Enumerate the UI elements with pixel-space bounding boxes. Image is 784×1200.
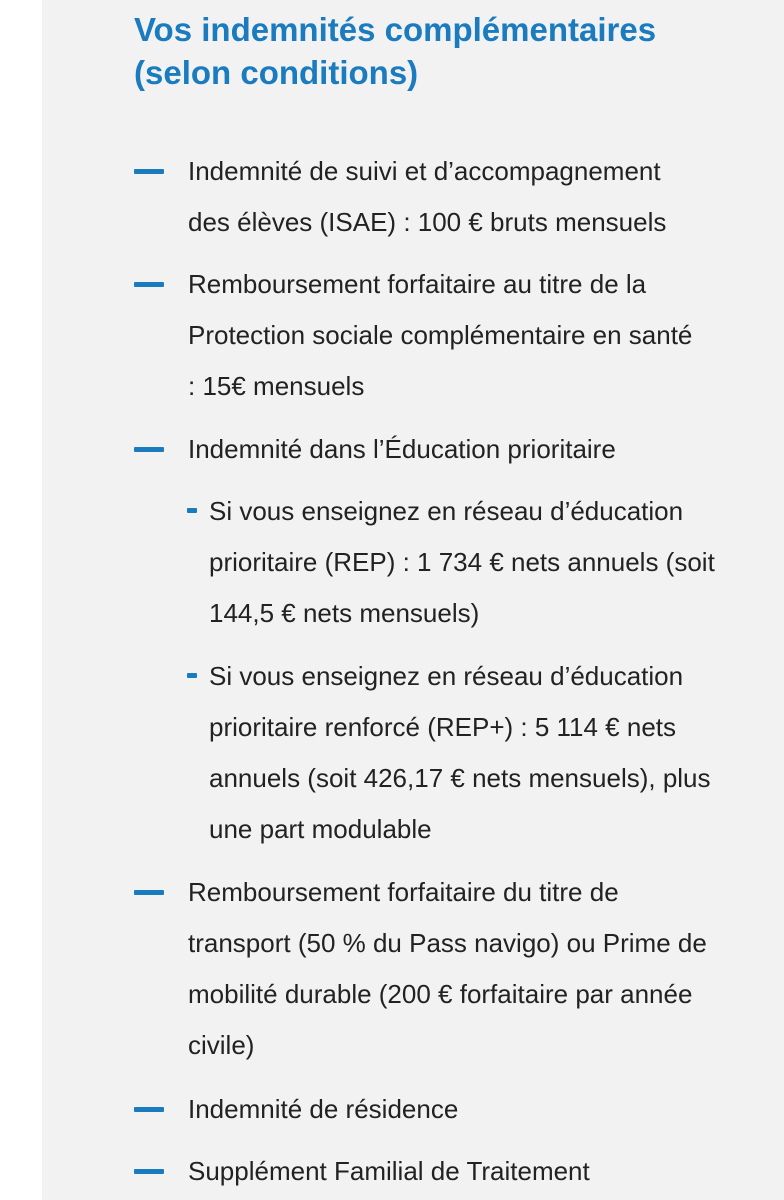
sub-item-text-line: Si vous enseignez en réseau d’éducation	[209, 661, 684, 691]
list-item-text-line: Protection sociale complémentaire en santé	[188, 320, 693, 350]
small-dash-bullet-icon	[187, 508, 197, 513]
list-item-text-line: civile)	[188, 1030, 255, 1060]
sub-item-rep-plus	[209, 651, 784, 855]
list-item-text-line: Remboursement forfaitaire au titre de la	[188, 269, 647, 299]
dash-bullet-icon	[134, 447, 164, 452]
sub-item-text-line: Si vous enseignez en réseau d’éducation	[209, 496, 684, 526]
sub-item-text-line: une part modulable	[209, 814, 432, 844]
sub-item-rep	[209, 486, 784, 639]
list-item-text-line: Indemnité dans l’Éducation prioritaire	[188, 434, 616, 464]
list-item-text-line: mobilité durable (200 € forfaitaire par année	[188, 979, 693, 1009]
list-item-transport	[188, 867, 784, 1071]
section-title-line-1: Vos indemnités complémentaires	[134, 11, 657, 48]
list-item-text-line: transport (50 % du Pass navigo) ou Prime de	[188, 928, 707, 958]
list-item-isae	[188, 146, 784, 248]
dash-bullet-icon	[134, 890, 164, 895]
content-panel	[42, 0, 784, 1200]
list-item-text-line: Remboursement forfaitaire du titre de	[188, 877, 619, 907]
sub-item-text-line: 144,5 € nets mensuels)	[209, 598, 480, 628]
list-item-text-line: : 15€ mensuels	[188, 371, 365, 401]
list-item-protection-sociale	[188, 259, 784, 412]
list-item-text-line: Supplément Familial de Traitement	[188, 1156, 590, 1186]
list-item-text-line: Indemnité de résidence	[188, 1094, 459, 1124]
list-item-supplement-familial	[188, 1146, 784, 1197]
section-title-line-2: (selon conditions)	[134, 54, 419, 91]
dash-bullet-icon	[134, 1169, 164, 1174]
sub-item-text-line: prioritaire (REP) : 1 734 € nets annuels (soit	[209, 547, 715, 577]
dash-bullet-icon	[134, 1107, 164, 1112]
list-item-education-prioritaire	[188, 424, 784, 475]
dash-bullet-icon	[134, 169, 164, 174]
section-title	[134, 8, 784, 94]
list-item-text-line: Indemnité de suivi et d’accompagnement	[188, 156, 661, 186]
sub-item-text-line: annuels (soit 426,17 € nets mensuels), plus	[209, 763, 711, 793]
sub-item-text-line: prioritaire renforcé (REP+) : 5 114 € nets	[209, 712, 677, 742]
small-dash-bullet-icon	[187, 673, 197, 678]
dash-bullet-icon	[134, 282, 164, 287]
list-item-residence	[188, 1084, 784, 1135]
list-item-text-line: des élèves (ISAE) : 100 € bruts mensuels	[188, 207, 667, 237]
